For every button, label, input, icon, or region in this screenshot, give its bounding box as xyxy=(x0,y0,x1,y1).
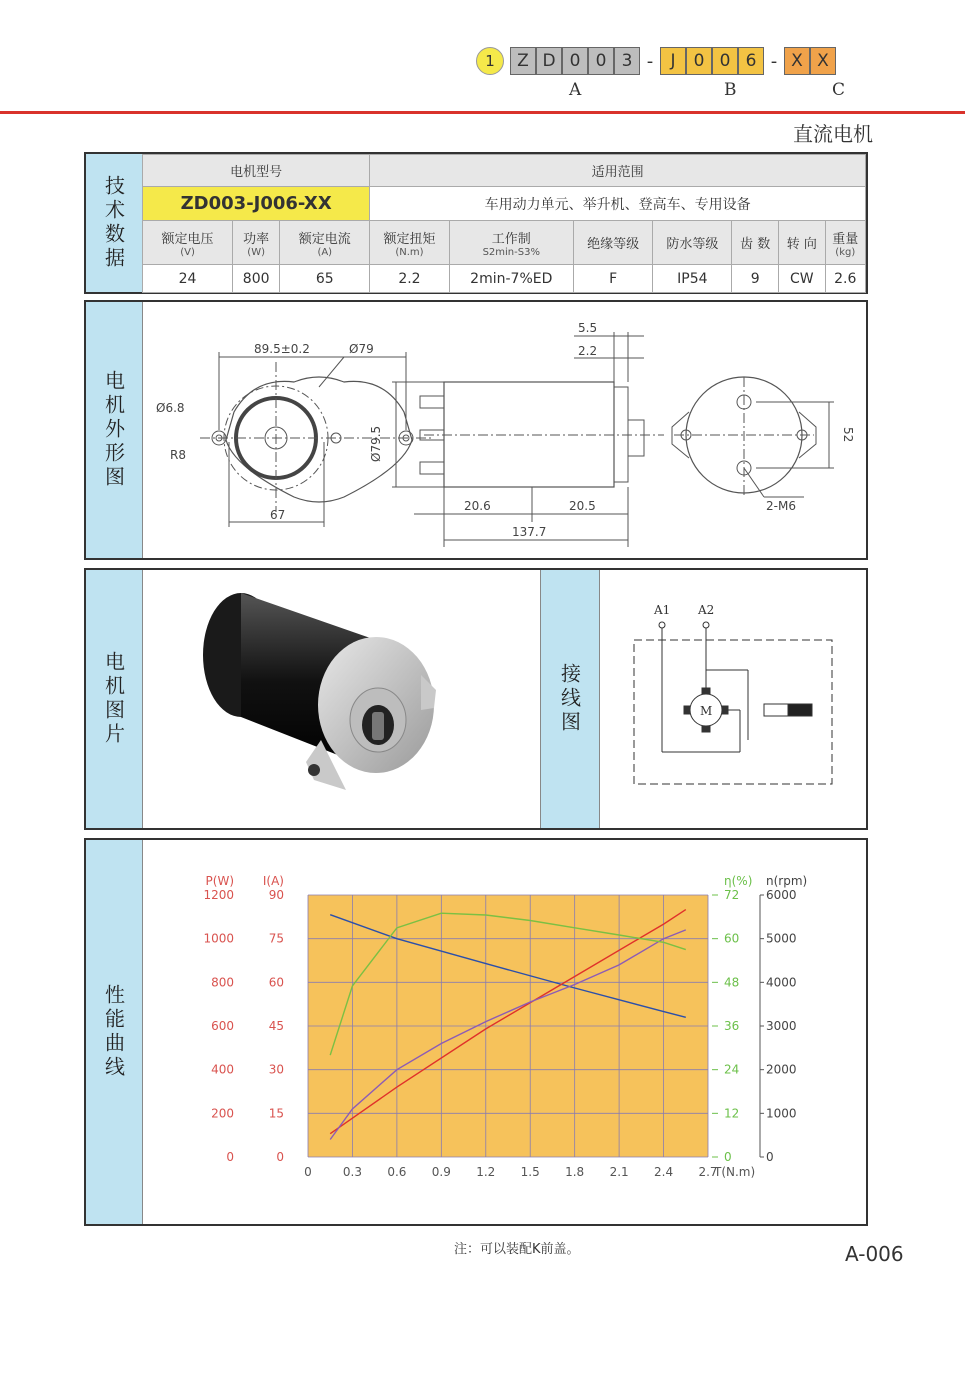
y-tick-label: 60 xyxy=(268,975,284,990)
model-header: 电机型号 xyxy=(143,155,370,187)
code-char: X xyxy=(784,47,810,75)
param-header xyxy=(573,221,652,265)
param-header xyxy=(233,221,280,265)
param-header xyxy=(449,221,573,265)
param-value: 9 xyxy=(732,265,779,293)
code-group-label-a: A xyxy=(569,80,582,100)
axis-title: I(A) xyxy=(262,874,284,888)
code-separator: - xyxy=(646,50,654,72)
outline-panel xyxy=(84,300,868,560)
param-name: 工作制 xyxy=(491,231,531,247)
code-char: J xyxy=(660,47,686,75)
x-tick-label: 1.5 xyxy=(520,1165,540,1179)
param-name: 额定电压 xyxy=(161,231,214,247)
y-tick-label: 36 xyxy=(724,1019,740,1033)
axis-title: n(rpm) xyxy=(766,874,808,888)
code-char: 0 xyxy=(588,47,614,75)
code-char: 6 xyxy=(738,47,764,75)
x-axis-label: T(N.m) xyxy=(714,1165,756,1179)
y-tick-label: 2000 xyxy=(766,1062,797,1077)
x-tick-label: 0.3 xyxy=(342,1165,362,1179)
wiring-diagram xyxy=(606,600,846,800)
x-tick-label: 1.8 xyxy=(565,1165,585,1179)
param-value: 24 xyxy=(143,265,233,293)
dim-height: 52 xyxy=(841,427,855,443)
x-tick-label: 0 xyxy=(304,1165,312,1179)
y-tick-label: 75 xyxy=(268,931,284,946)
code-char: 0 xyxy=(562,47,588,75)
page-title: 直流电机 xyxy=(793,122,873,146)
dim-thread: 2-M6 xyxy=(766,499,796,513)
y-tick-label: 4000 xyxy=(766,975,797,990)
y-tick-label: 5000 xyxy=(766,931,797,946)
param-name: 齿 数 xyxy=(740,237,771,252)
y-tick-label: 6000 xyxy=(766,888,797,902)
y-tick-label: 45 xyxy=(268,1019,284,1033)
y-tick-label: 48 xyxy=(724,975,740,990)
param-unit: (V) xyxy=(180,246,195,258)
y-tick-label: 1200 xyxy=(203,888,234,902)
code-char: Z xyxy=(510,47,536,75)
photo-panel xyxy=(84,568,868,830)
y-tick-label: 0 xyxy=(724,1150,732,1164)
y-tick-label: 90 xyxy=(268,888,284,902)
performance-chart xyxy=(144,840,866,1224)
code-char: 0 xyxy=(712,47,738,75)
param-header xyxy=(370,221,449,265)
y-tick-label: 0 xyxy=(226,1150,234,1164)
param-header xyxy=(779,221,826,265)
scope-header: 适用范围 xyxy=(370,155,866,187)
param-unit: S2min-S3% xyxy=(482,246,540,258)
performance-panel xyxy=(84,838,868,1226)
terminal-a1: A1 xyxy=(654,603,671,617)
y-tick-label: 1000 xyxy=(766,1106,797,1121)
motor-photo xyxy=(196,580,496,810)
y-tick-label: 0 xyxy=(276,1150,284,1164)
front-view xyxy=(156,342,434,527)
code-group-label-c: C xyxy=(832,80,846,100)
y-tick-label: 24 xyxy=(724,1062,740,1077)
param-name: 额定扭矩 xyxy=(383,231,436,247)
wiring-side-label: 接线图 xyxy=(540,570,600,828)
param-header xyxy=(143,221,233,265)
x-tick-label: 1.2 xyxy=(476,1165,496,1179)
y-tick-label: 12 xyxy=(724,1106,740,1121)
code-char: 3 xyxy=(614,47,640,75)
param-value: F xyxy=(573,265,652,293)
param-header xyxy=(653,221,732,265)
x-tick-label: 0.6 xyxy=(387,1165,407,1179)
code-prefix-badge: 1 xyxy=(476,47,504,75)
param-value: 65 xyxy=(280,265,370,293)
param-name: 绝缘等级 xyxy=(587,237,640,252)
header-rule xyxy=(0,111,965,114)
y-tick-label: 30 xyxy=(268,1062,284,1077)
scope-value: 车用动力单元、举升机、登高车、专用设备 xyxy=(370,187,866,221)
y-tick-label: 15 xyxy=(268,1106,284,1121)
dim-d2: 2.2 xyxy=(578,344,598,358)
side-label: 电机图片 xyxy=(86,570,143,828)
side-label: 性能曲线 xyxy=(86,840,143,1224)
y-tick-label: 60 xyxy=(724,931,740,946)
terminal-a2: A2 xyxy=(698,603,715,617)
param-value: 2min-7%ED xyxy=(449,265,573,293)
axis-title: P(W) xyxy=(205,874,234,888)
dim-hole: Ø6.8 xyxy=(156,401,185,415)
y-tick-label: 1000 xyxy=(203,931,234,946)
code-group-label-b: B xyxy=(724,80,737,100)
param-unit: (A) xyxy=(317,246,333,258)
y-tick-label: 800 xyxy=(211,975,234,990)
param-name: 额定电流 xyxy=(298,231,351,247)
dim-d3: 20.6 xyxy=(464,499,491,513)
param-value: IP54 xyxy=(653,265,732,293)
param-value: 2.6 xyxy=(825,265,865,293)
x-tick-label: 2.4 xyxy=(654,1165,674,1179)
spec-table xyxy=(142,154,866,293)
axis-title: η(%) xyxy=(724,874,753,888)
param-value: 800 xyxy=(233,265,280,293)
x-tick-label: 2.7 xyxy=(698,1165,718,1179)
dim-pcd: Ø79 xyxy=(349,342,374,356)
code-char: 0 xyxy=(686,47,712,75)
y-tick-label: 400 xyxy=(211,1062,234,1077)
code-separator: - xyxy=(770,50,778,72)
param-header xyxy=(732,221,779,265)
side-label: 技术数据 xyxy=(86,154,143,292)
model-value: ZD003-J006-XX xyxy=(143,187,370,221)
param-header xyxy=(825,221,865,265)
side-label: 电机外形图 xyxy=(86,302,143,558)
param-name: 功率 xyxy=(243,231,270,247)
footnote: 注：可以装配K前盖。 xyxy=(454,1242,580,1257)
dim-hole-spacing: 89.5±0.2 xyxy=(254,342,310,356)
tech-data-panel xyxy=(84,152,868,294)
dim-radius: R8 xyxy=(170,448,186,462)
y-tick-label: 72 xyxy=(724,888,740,902)
dim-d4: 20.5 xyxy=(569,499,596,513)
y-tick-label: 600 xyxy=(211,1019,234,1033)
param-unit: (N.m) xyxy=(395,246,424,258)
y-tick-label: 3000 xyxy=(766,1019,797,1033)
y-tick-label: 0 xyxy=(766,1150,774,1164)
outline-drawing xyxy=(144,302,866,558)
page-number: A-006 xyxy=(845,1242,904,1266)
param-header xyxy=(280,221,370,265)
param-unit: (kg) xyxy=(835,246,856,258)
dim-d1: 5.5 xyxy=(578,321,598,335)
param-unit: (W) xyxy=(247,246,265,258)
rear-view xyxy=(672,377,855,513)
code-char: D xyxy=(536,47,562,75)
side-view xyxy=(369,321,664,547)
param-value: CW xyxy=(779,265,826,293)
dim-width: 67 xyxy=(270,508,286,522)
param-name: 防水等级 xyxy=(666,237,719,252)
x-tick-label: 2.1 xyxy=(609,1165,629,1179)
y-tick-label: 200 xyxy=(211,1106,234,1121)
code-char: X xyxy=(810,47,836,75)
model-code xyxy=(476,47,836,75)
x-tick-label: 0.9 xyxy=(431,1165,451,1179)
dim-length: 137.7 xyxy=(512,525,547,539)
param-value: 2.2 xyxy=(370,265,449,293)
motor-symbol-label: M xyxy=(700,704,713,718)
dim-body-dia: Ø79.5 xyxy=(369,425,383,462)
param-name: 转 向 xyxy=(786,237,817,252)
param-name: 重量 xyxy=(832,231,859,247)
